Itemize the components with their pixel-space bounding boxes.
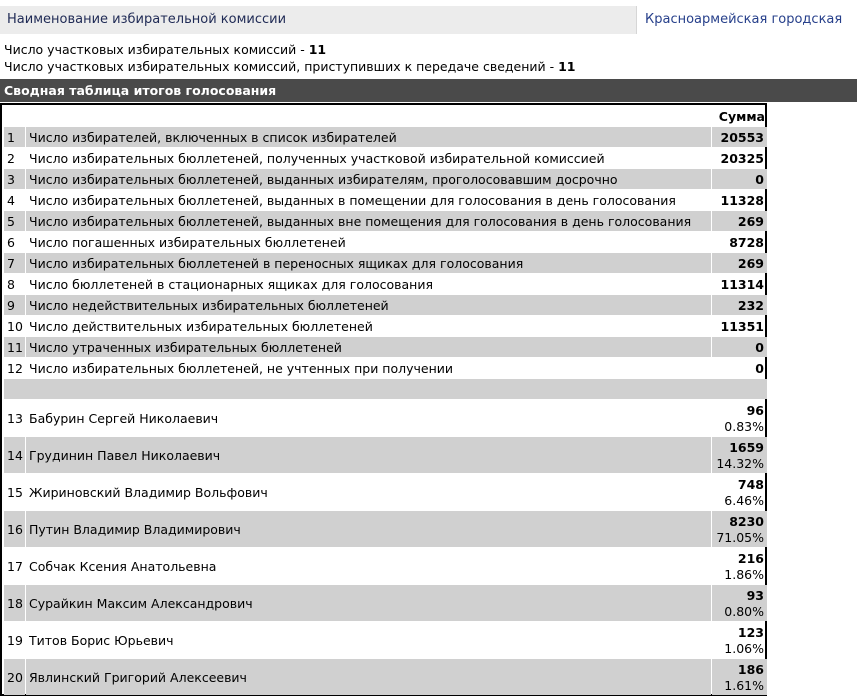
candidate-name: Явлинский Григорий Алексеевич <box>26 659 711 695</box>
row-value: 11314 <box>720 276 764 292</box>
candidate-row <box>4 400 767 436</box>
table-spacer-row <box>4 379 767 399</box>
row-number: 15 <box>7 484 23 500</box>
candidate-votes: 1659 <box>729 439 764 455</box>
row-number: 20 <box>4 659 25 695</box>
stat-value: 11 <box>558 59 576 74</box>
table-row <box>4 337 767 357</box>
row-value: 20553 <box>720 129 764 145</box>
row-value: 232 <box>737 297 764 313</box>
candidate-result-cell <box>712 511 767 547</box>
row-value-cell <box>712 211 767 231</box>
stat-commissions-reporting <box>4 59 576 74</box>
row-value: 0 <box>755 171 764 187</box>
candidate-result-cell <box>712 585 767 621</box>
row-value-cell <box>712 253 767 273</box>
row-value-cell <box>712 169 767 189</box>
row-label: Число недействительных избирательных бюллетеней <box>26 295 711 315</box>
row-number: 12 <box>7 360 23 376</box>
row-value: 11351 <box>720 318 764 334</box>
candidate-result-cell <box>712 622 767 658</box>
row-label: Число избирательных бюллетеней, выданных в помещении для голосования в день голосования <box>29 192 676 208</box>
candidate-result-cell <box>712 437 767 473</box>
row-number: 16 <box>4 511 25 547</box>
row-value: 20325 <box>720 150 764 166</box>
candidate-votes: 186 <box>737 661 764 677</box>
row-number: 13 <box>7 410 23 426</box>
stat-value: 11 <box>308 42 327 57</box>
candidate-row <box>4 622 767 658</box>
candidate-result-cell <box>712 548 767 584</box>
sum-column-header: Сумма <box>718 109 765 124</box>
candidate-votes: 8230 <box>729 513 764 529</box>
commission-name-label: Наименование избирательной комиссии <box>7 12 287 27</box>
row-number: 6 <box>7 234 15 250</box>
table-row <box>4 316 767 336</box>
candidate-result-cell <box>712 659 767 695</box>
row-number: 14 <box>4 437 25 473</box>
row-number: 1 <box>4 127 25 147</box>
row-label: Число избирательных бюллетеней, не учтенных при получении <box>29 360 454 376</box>
table-row <box>4 148 767 168</box>
row-label: Число избирательных бюллетеней в переносных ящиках для голосования <box>26 253 711 273</box>
commission-name-cell <box>636 6 857 34</box>
candidate-name: Жириновский Владимир Вольфович <box>29 484 268 500</box>
candidate-votes: 123 <box>737 624 764 640</box>
row-label: Число погашенных избирательных бюллетеней <box>29 234 346 250</box>
candidate-result-cell <box>712 400 767 436</box>
candidate-row <box>4 659 767 695</box>
row-number: 18 <box>4 585 25 621</box>
row-number: 9 <box>4 295 25 315</box>
row-value: 0 <box>755 339 764 355</box>
table-row <box>4 169 767 189</box>
table-row <box>4 295 767 315</box>
candidate-percent: 1.61% <box>724 677 764 693</box>
candidate-votes: 748 <box>737 476 764 492</box>
row-value: 269 <box>737 213 764 229</box>
candidate-percent: 0.83% <box>724 418 764 434</box>
row-number: 8 <box>7 276 15 292</box>
candidate-result-cell <box>712 474 767 510</box>
row-value-cell <box>712 337 767 357</box>
row-value-cell <box>712 358 767 378</box>
row-value: 0 <box>755 360 764 376</box>
row-label: Число действительных избирательных бюллетеней <box>29 318 373 334</box>
table-row <box>4 253 767 273</box>
row-number: 4 <box>7 192 15 208</box>
candidate-percent: 71.05% <box>716 529 764 545</box>
candidate-name: Путин Владимир Владимирович <box>26 511 711 547</box>
row-value: 8728 <box>729 234 764 250</box>
stat-label: Число участковых избирательных комиссий - <box>4 42 309 57</box>
section-title: Сводная таблица итогов голосования <box>4 83 277 98</box>
row-label: Число избирательных бюллетеней, выданных вне помещения для голосования в день голосования <box>26 211 711 231</box>
row-value-cell <box>712 295 767 315</box>
candidate-name: Сурайкин Максим Александрович <box>26 585 711 621</box>
candidate-row <box>4 437 767 473</box>
candidate-row <box>4 548 767 584</box>
candidate-percent: 6.46% <box>724 492 764 508</box>
row-number: 17 <box>7 558 23 574</box>
candidate-percent: 14.32% <box>716 455 764 471</box>
row-value-cell <box>712 190 767 210</box>
candidate-name: Собчак Ксения Анатольевна <box>29 558 217 574</box>
row-number: 10 <box>7 318 23 334</box>
stat-commissions-total <box>4 42 326 57</box>
row-number: 5 <box>4 211 25 231</box>
row-number: 19 <box>7 632 23 648</box>
candidate-row <box>4 585 767 621</box>
row-value-cell <box>712 232 767 252</box>
table-row <box>4 274 767 294</box>
row-number: 3 <box>4 169 25 189</box>
table-row <box>4 211 767 231</box>
candidate-votes: 93 <box>746 587 764 603</box>
row-number: 7 <box>4 253 25 273</box>
row-label: Число избирательных бюллетеней, выданных избирателям, проголосовавшим досрочно <box>26 169 711 189</box>
candidate-row <box>4 474 767 510</box>
row-label: Число избирателей, включенных в список избирателей <box>26 127 711 147</box>
row-label: Число утраченных избирательных бюллетеней <box>26 337 711 357</box>
row-value-cell <box>712 274 767 294</box>
row-value-cell <box>712 127 767 147</box>
row-label: Число избирательных бюллетеней, полученных участковой избирательной комиссией <box>29 150 605 166</box>
candidate-name: Титов Борис Юрьевич <box>29 632 174 648</box>
candidate-votes: 216 <box>737 550 764 566</box>
candidate-row <box>4 511 767 547</box>
table-row <box>4 127 767 147</box>
results-table <box>0 103 767 696</box>
section-title-bar <box>0 79 857 102</box>
candidate-name: Бабурин Сергей Николаевич <box>29 410 219 426</box>
row-value: 269 <box>737 255 764 271</box>
table-row <box>4 358 767 378</box>
row-number: 11 <box>4 337 25 357</box>
commission-header <box>0 5 857 34</box>
row-label: Число бюллетеней в стационарных ящиках для голосования <box>29 276 433 292</box>
row-number: 2 <box>7 150 15 166</box>
stat-label: Число участковых избирательных комиссий, приступивших к передаче сведений - <box>4 59 559 74</box>
table-row <box>4 232 767 252</box>
table-row <box>4 190 767 210</box>
candidate-percent: 1.86% <box>724 566 764 582</box>
candidate-percent: 1.06% <box>724 640 764 656</box>
row-value-cell <box>712 148 767 168</box>
candidate-name: Грудинин Павел Николаевич <box>26 437 711 473</box>
candidate-votes: 96 <box>746 402 764 418</box>
commission-name-link[interactable]: Красноармейская городская <box>645 12 843 27</box>
row-value: 11328 <box>720 192 764 208</box>
candidate-percent: 0.80% <box>724 603 764 619</box>
row-value-cell <box>712 316 767 336</box>
